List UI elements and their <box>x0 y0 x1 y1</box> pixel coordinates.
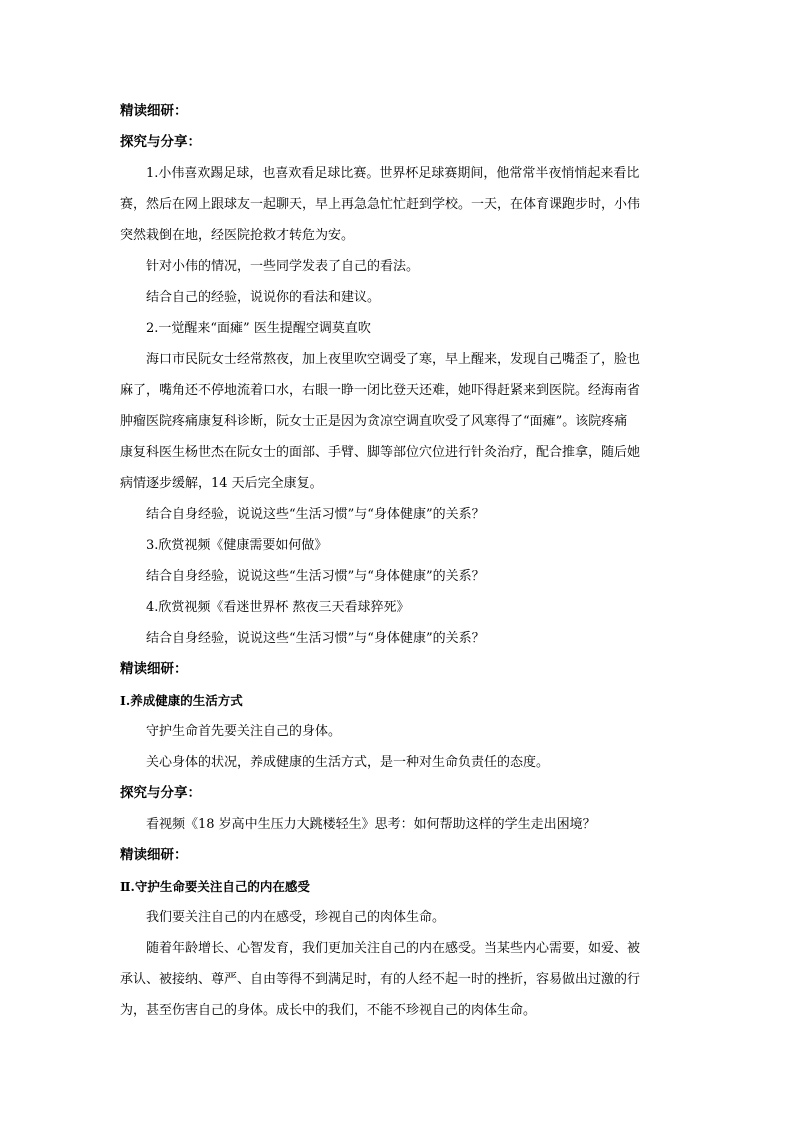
paragraph-line: 肿瘤医院疼痛康复科诊断，阮女士正是因为贪凉空调直吹受了风寒得了“面瘫”。该院疼痛 <box>120 414 628 429</box>
paragraph-line: 随着年龄增长、心智发育，我们更加关注自己的内在感受。当某些内心需要，如爱、被 <box>146 941 641 956</box>
paragraph-line: 海口市民阮女士经常熬夜，加上夜里吹空调受了寒，早上醒来，发现自己嘴歪了，脸也 <box>146 352 641 367</box>
paragraph-ms-ruan-story <box>120 344 676 499</box>
paragraph-line: 承认、被接纳、尊严、自由等得不到满足时，有的人经不起一时的挫折，容易做出过激的行 <box>120 972 641 987</box>
question-habits-health-1: 结合自身经验，说说这些“生活习惯”与“身体健康”的关系？ <box>146 507 485 522</box>
paragraph-responsible-attitude: 关心身体的状况，养成健康的生活方式，是一种对生命负责任的态度。 <box>146 755 550 770</box>
paragraph-line: 赛，然后在网上跟球友一起聊天，早上再急急忙忙赶到学校。一天，在体育课跑步时，小伟 <box>120 197 641 212</box>
paragraph-value-physical-life: 我们要关注自己的内在感受，珍视自己的肉体生命。 <box>146 910 446 925</box>
document-body <box>120 96 676 1026</box>
paragraph-xiaowei-story <box>120 158 676 251</box>
paragraph-line: 1.小伟喜欢踢足球，也喜欢看足球比赛。世界杯足球赛期间，他常常半夜悄悄起来看比 <box>146 166 640 181</box>
section-heading-close-reading: 精读细研： <box>120 103 188 119</box>
paragraph-inner-needs <box>120 933 676 1026</box>
question-habits-health-3: 结合自身经验，说说这些“生活习惯”与“身体健康”的关系？ <box>146 631 485 646</box>
subsection-heading-healthy-lifestyle: Ⅰ.养成健康的生活方式 <box>120 693 243 708</box>
question-habits-health-2: 结合自身经验，说说这些“生活习惯”与“身体健康”的关系？ <box>146 569 485 584</box>
paragraph-own-experience-prompt: 结合自己的经验，说说你的看法和建议。 <box>146 290 381 305</box>
paragraph-classmates-views: 针对小伟的情况，一些同学发表了自己的看法。 <box>146 259 420 274</box>
paragraph-line: 康复科医生杨世杰在阮女士的面部、手臂、脚等部位穴位进行针灸治疗，配合推拿，随后她 <box>120 445 641 460</box>
subsection-heading-inner-feelings: Ⅱ.守护生命要关注自己的内在感受 <box>120 879 310 894</box>
section-heading-close-reading-2: 精读细研： <box>120 661 188 677</box>
video-title-health: 3.欣赏视频《健康需要如何做》 <box>146 538 328 553</box>
paragraph-video-student-pressure: 看视频《18 岁高中生压力大跳楼轻生》思考：如何帮助这样的学生走出困境？ <box>146 817 596 832</box>
section-heading-explore-share-2: 探究与分享： <box>120 785 201 801</box>
section-heading-close-reading-3: 精读细研： <box>120 847 188 863</box>
paragraph-line: 病情逐步缓解，14 天后完全康复。 <box>120 476 323 491</box>
paragraph-protect-body: 守护生命首先要关注自己的身体。 <box>146 724 342 739</box>
paragraph-line: 突然栽倒在地，经医院抢救才转危为安。 <box>120 228 355 243</box>
paragraph-line: 麻了，嘴角还不停地流着口水，右眼一睁一闭比登天还难，她吓得赶紧来到医院。经海南省 <box>120 383 641 398</box>
paragraph-line: 为，甚至伤害自己的身体。成长中的我们，不能不珍视自己的肉体生命。 <box>120 1003 537 1018</box>
section-heading-explore-share: 探究与分享： <box>120 134 201 150</box>
case-title-facial-paralysis: 2.一觉醒来“面瘫” 医生提醒空调莫直吹 <box>146 321 371 336</box>
video-title-world-cup: 4.欣赏视频《看迷世界杯 熬夜三天看球猝死》 <box>146 600 410 615</box>
